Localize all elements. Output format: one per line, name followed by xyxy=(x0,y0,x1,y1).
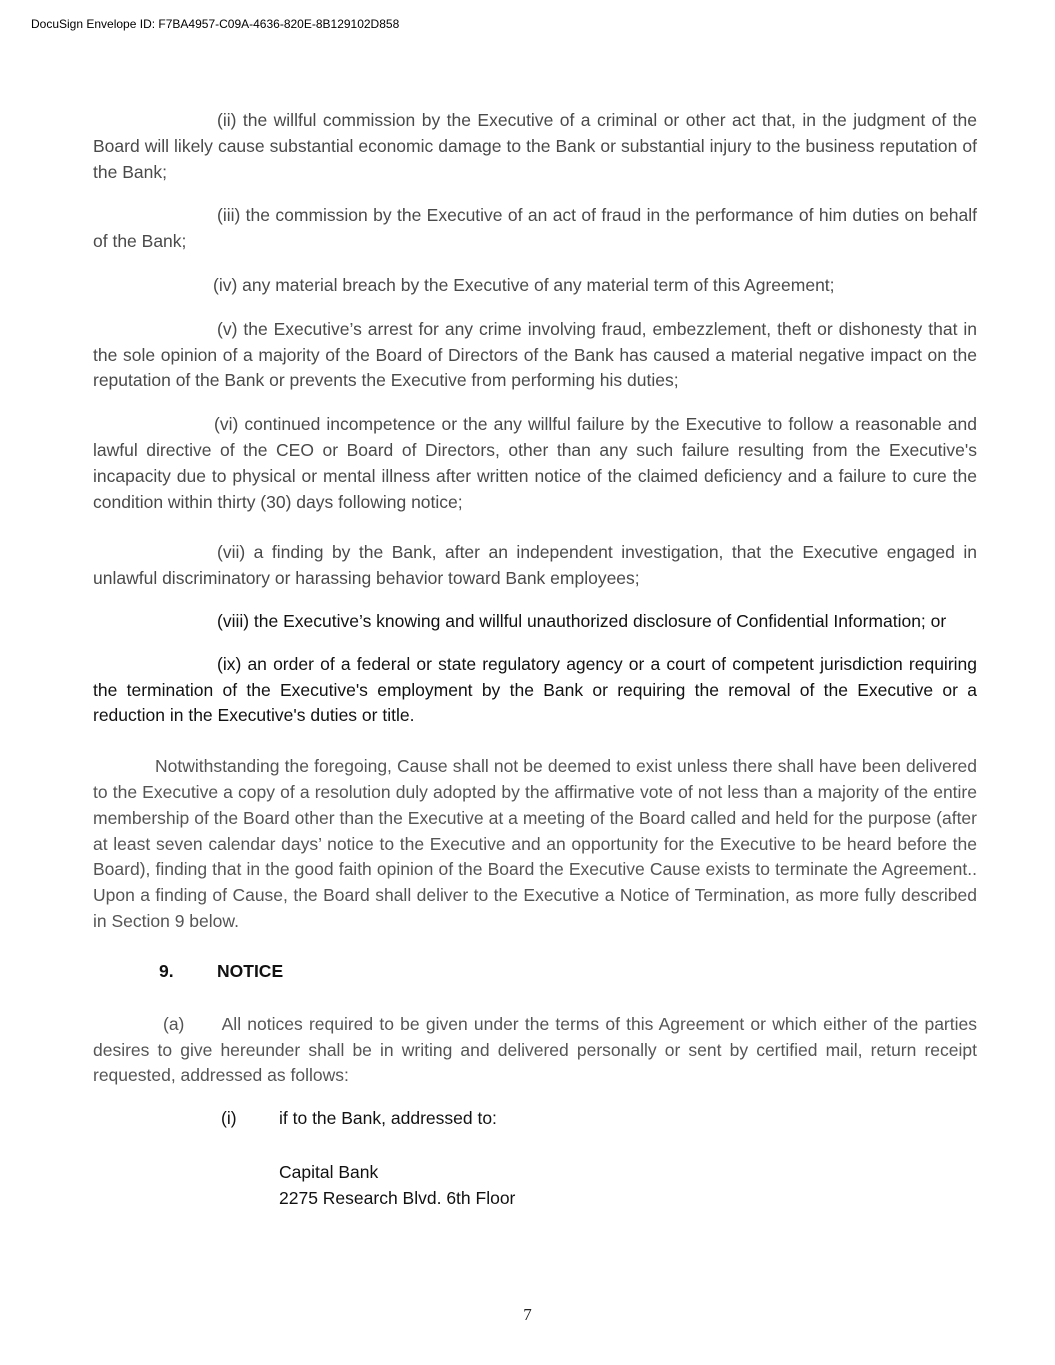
clause-vi: (vi) continued incompetence or the any willful failure by the Executive to follow a reasonable and lawful directive of the CEO or Board of Directors, other than any such failure resulting from the Executive's incapacity due to physical or mental illness after written notice of the claimed deficiency and a failure to cure the condition within thirty (30) days following notice; xyxy=(93,414,977,512)
clause-v: (v) the Executive’s arrest for any crime involving fraud, embezzlement, theft or dishonesty that in the sole opinion of a majority of the Board of Directors of the Bank has caused a material negative impact on the reputation of the Bank or prevents the Executive from performing his duties; xyxy=(93,318,977,391)
notwithstanding-paragraph: Notwithstanding the foregoing, Cause shall not be deemed to exist unless there shall have been delivered to the Executive a copy of a resolution duly adopted by the affirmative vote of not less than a majority of the entire membership of the Board other than the Executive at a meeting of the Board called and held for the purpose (after at least seven calendar days’ notice to the Executive and an opportunity for the Executive to be heard before the Board), finding that in the good faith opinion of the Board the Executive Cause exists to terminate the Agreement.. Upon a finding of Cause, the Board shall deliver to the Executive a Notice of Termination, as more fully described in Section 9 below. xyxy=(93,756,977,931)
section-number: 9. xyxy=(159,960,174,981)
page-number: 7 xyxy=(523,1305,532,1324)
notice-item-text: if to the Bank, addressed to: xyxy=(279,1108,497,1129)
notice-item-label: (i) xyxy=(221,1108,237,1129)
clause-ii: (ii) the willful commission by the Executive of a criminal or other act that, in the judgment of the Board will likely cause substantial economic damage to the Bank or substantial injury to the business reputation of the Bank; xyxy=(93,110,977,182)
section-title: NOTICE xyxy=(217,960,284,981)
clause-viii: (viii) the Executive’s knowing and willful unauthorized disclosure of Confidential Information; or xyxy=(217,610,947,631)
document-page xyxy=(93,108,977,1211)
bank-address xyxy=(279,1159,977,1211)
clause-ix: (ix) an order of a federal or state regulatory agency or a court of competent jurisdiction requiring the termination of the Executive's employment by the Bank or requiring the removal of the Executive or a reduction in the Executive's duties or title. xyxy=(93,653,977,726)
clause-iii: (iii) the commission by the Executive of an act of fraud in the performance of him duties on behalf of the Bank; xyxy=(93,205,977,252)
notice-item-i xyxy=(93,1108,977,1134)
bank-name: Capital Bank xyxy=(279,1162,379,1183)
clause-vii: (vii) a finding by the Bank, after an independent investigation, that the Executive engaged in unlawful discriminatory or harassing behavior toward Bank employees; xyxy=(93,542,977,589)
clause-iv: (iv) any material breach by the Executive of any material term of this Agreement; xyxy=(213,274,835,295)
bank-street: 2275 Research Blvd. 6th Floor xyxy=(279,1188,516,1209)
docusign-envelope-id: DocuSign Envelope ID: F7BA4957-C09A-4636-820E-8B129102D858 xyxy=(31,17,400,31)
notice-paragraph-a: (a) All notices required to be given under the terms of this Agreement or which either of the parties desires to give hereunder shall be in writing and delivered personally or sent by certified mail, return receipt requested, addressed as follows: xyxy=(93,1013,977,1086)
section-heading xyxy=(93,961,977,987)
